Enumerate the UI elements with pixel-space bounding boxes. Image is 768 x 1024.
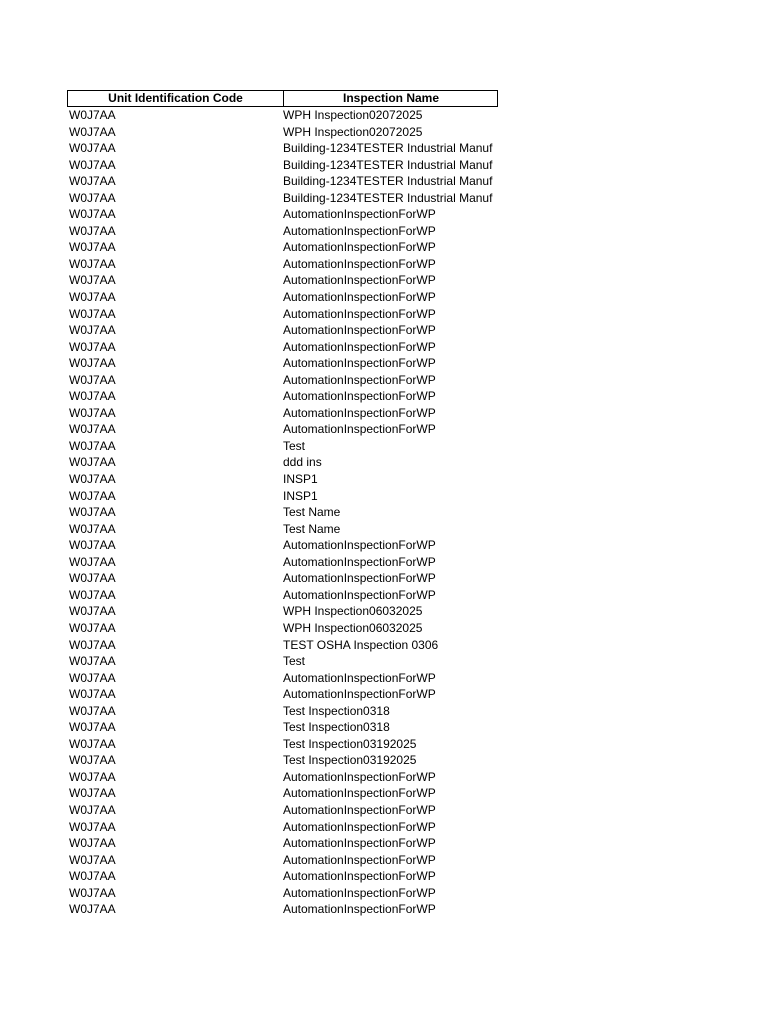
table-row: [67, 868, 498, 885]
inspection-name-cell: INSP1: [283, 488, 318, 503]
table-row: [67, 306, 498, 323]
inspection-name-cell: Building-1234TESTER Industrial Manuf: [283, 190, 493, 205]
table-row: [67, 670, 498, 687]
table-row: [67, 603, 498, 620]
inspection-name-cell: AutomationInspectionForWP: [283, 306, 436, 321]
inspection-name-cell: AutomationInspectionForWP: [283, 273, 436, 288]
unit-code-cell: W0J7AA: [69, 753, 116, 768]
table-row: [67, 107, 498, 124]
table-row: [67, 736, 498, 753]
unit-code-cell: W0J7AA: [69, 438, 116, 453]
inspection-name-cell: WPH Inspection02072025: [283, 124, 423, 139]
unit-code-cell: W0J7AA: [69, 720, 116, 735]
unit-code-cell: W0J7AA: [69, 207, 116, 222]
inspection-name-cell: AutomationInspectionForWP: [283, 902, 436, 917]
unit-code-cell: W0J7AA: [69, 852, 116, 867]
table-row: [67, 504, 498, 521]
unit-code-cell: W0J7AA: [69, 141, 116, 156]
table-body: [67, 107, 498, 918]
inspection-name-cell: AutomationInspectionForWP: [283, 538, 436, 553]
inspection-name-cell: AutomationInspectionForWP: [283, 372, 436, 387]
table-row: [67, 554, 498, 571]
table-header-row: [67, 90, 498, 107]
table-row: [67, 140, 498, 157]
inspection-name-cell: AutomationInspectionForWP: [283, 670, 436, 685]
unit-code-cell: W0J7AA: [69, 687, 116, 702]
table-row: [67, 322, 498, 339]
inspection-name-cell: Building-1234TESTER Industrial Manuf: [283, 157, 493, 172]
inspection-name-cell: AutomationInspectionForWP: [283, 802, 436, 817]
unit-code-cell: W0J7AA: [69, 422, 116, 437]
table-row: [67, 637, 498, 654]
table-row: [67, 752, 498, 769]
inspection-name-cell: Test Inspection0318: [283, 720, 390, 735]
inspection-name-cell: AutomationInspectionForWP: [283, 290, 436, 305]
table-row: [67, 471, 498, 488]
inspection-name-cell: AutomationInspectionForWP: [283, 885, 436, 900]
unit-code-cell: W0J7AA: [69, 604, 116, 619]
table-row: [67, 819, 498, 836]
unit-code-cell: W0J7AA: [69, 571, 116, 586]
unit-identification-code-header: Unit Identification Code: [68, 91, 284, 106]
inspection-name-cell: WPH Inspection06032025: [283, 620, 423, 635]
table-row: [67, 239, 498, 256]
unit-code-cell: W0J7AA: [69, 786, 116, 801]
unit-code-cell: W0J7AA: [69, 587, 116, 602]
inspection-name-cell: Building-1234TESTER Industrial Manuf: [283, 174, 493, 189]
unit-code-cell: W0J7AA: [69, 538, 116, 553]
unit-code-cell: W0J7AA: [69, 472, 116, 487]
table-row: [67, 355, 498, 372]
inspection-name-cell: Test Name: [283, 521, 341, 536]
inspection-name-cell: AutomationInspectionForWP: [283, 769, 436, 784]
table-row: [67, 190, 498, 207]
unit-code-cell: W0J7AA: [69, 885, 116, 900]
inspection-name-cell: AutomationInspectionForWP: [283, 587, 436, 602]
table-row: [67, 488, 498, 505]
unit-code-cell: W0J7AA: [69, 108, 116, 122]
inspection-name-cell: ddd ins: [283, 455, 322, 470]
inspection-name-cell: AutomationInspectionForWP: [283, 389, 436, 404]
unit-code-cell: W0J7AA: [69, 869, 116, 884]
unit-code-cell: W0J7AA: [69, 157, 116, 172]
unit-code-cell: W0J7AA: [69, 620, 116, 635]
inspection-name-cell: INSP1: [283, 472, 318, 487]
table-row: [67, 454, 498, 471]
inspection-name-cell: AutomationInspectionForWP: [283, 256, 436, 271]
table-row: [67, 173, 498, 190]
unit-code-cell: W0J7AA: [69, 190, 116, 205]
unit-code-cell: W0J7AA: [69, 802, 116, 817]
table-row: [67, 339, 498, 356]
table-row: [67, 802, 498, 819]
unit-code-cell: W0J7AA: [69, 240, 116, 255]
inspection-name-cell: AutomationInspectionForWP: [283, 836, 436, 851]
table-row: [67, 124, 498, 141]
unit-code-cell: W0J7AA: [69, 703, 116, 718]
inspection-name-cell: AutomationInspectionForWP: [283, 223, 436, 238]
unit-code-cell: W0J7AA: [69, 372, 116, 387]
inspection-name-cell: AutomationInspectionForWP: [283, 323, 436, 338]
inspection-name-cell: AutomationInspectionForWP: [283, 786, 436, 801]
table-row: [67, 388, 498, 405]
unit-code-cell: W0J7AA: [69, 256, 116, 271]
unit-code-cell: W0J7AA: [69, 124, 116, 139]
unit-code-cell: W0J7AA: [69, 273, 116, 288]
inspection-name-cell: Test: [283, 654, 306, 669]
unit-code-cell: W0J7AA: [69, 736, 116, 751]
inspection-name-cell: AutomationInspectionForWP: [283, 819, 436, 834]
inspection-name-cell: AutomationInspectionForWP: [283, 240, 436, 255]
table-row: [67, 852, 498, 869]
inspection-name-cell: Test Inspection0318: [283, 703, 390, 718]
inspection-name-cell: AutomationInspectionForWP: [283, 339, 436, 354]
inspection-name-cell: WPH Inspection02072025: [283, 108, 423, 122]
unit-code-cell: W0J7AA: [69, 405, 116, 420]
unit-code-cell: W0J7AA: [69, 323, 116, 338]
table-row: [67, 686, 498, 703]
table-row: [67, 223, 498, 240]
unit-code-cell: W0J7AA: [69, 654, 116, 669]
inspection-name-cell: AutomationInspectionForWP: [283, 852, 436, 867]
table-row: [67, 703, 498, 720]
unit-code-cell: W0J7AA: [69, 670, 116, 685]
unit-code-cell: W0J7AA: [69, 290, 116, 305]
unit-code-cell: W0J7AA: [69, 505, 116, 520]
unit-code-cell: W0J7AA: [69, 339, 116, 354]
table-row: [67, 620, 498, 637]
unit-code-cell: W0J7AA: [69, 356, 116, 371]
table-row: [67, 537, 498, 554]
inspection-name-cell: WPH Inspection06032025: [283, 604, 423, 619]
inspection-name-cell: AutomationInspectionForWP: [283, 207, 436, 222]
unit-code-cell: W0J7AA: [69, 554, 116, 569]
inspection-name-cell: AutomationInspectionForWP: [283, 571, 436, 586]
unit-code-cell: W0J7AA: [69, 174, 116, 189]
table-row: [67, 272, 498, 289]
inspection-name-cell: AutomationInspectionForWP: [283, 356, 436, 371]
inspection-name-cell: AutomationInspectionForWP: [283, 422, 436, 437]
unit-code-cell: W0J7AA: [69, 521, 116, 536]
unit-code-cell: W0J7AA: [69, 223, 116, 238]
unit-code-cell: W0J7AA: [69, 389, 116, 404]
table-row: [67, 521, 498, 538]
unit-code-cell: W0J7AA: [69, 819, 116, 834]
inspection-name-cell: AutomationInspectionForWP: [283, 687, 436, 702]
table-row: [67, 719, 498, 736]
inspection-name-cell: TEST OSHA Inspection 0306: [283, 637, 439, 652]
inspection-table: [67, 90, 498, 918]
table-row: [67, 587, 498, 604]
unit-code-cell: W0J7AA: [69, 637, 116, 652]
inspection-name-cell: Test Inspection03192025: [283, 736, 417, 751]
table-row: [67, 405, 498, 422]
inspection-name-cell: AutomationInspectionForWP: [283, 554, 436, 569]
unit-code-cell: W0J7AA: [69, 306, 116, 321]
unit-code-cell: W0J7AA: [69, 902, 116, 917]
table-row: [67, 206, 498, 223]
inspection-name-cell: AutomationInspectionForWP: [283, 869, 436, 884]
table-row: [67, 901, 498, 918]
table-row: [67, 769, 498, 786]
unit-code-cell: W0J7AA: [69, 455, 116, 470]
inspection-name-header: Inspection Name: [342, 91, 440, 105]
inspection-name-cell: Test Name: [283, 505, 341, 520]
table-row: [67, 885, 498, 902]
table-row: [67, 438, 498, 455]
table-row: [67, 157, 498, 174]
table-row: [67, 785, 498, 802]
inspection-name-cell: Test Inspection03192025: [283, 753, 417, 768]
inspection-name-cell: Building-1234TESTER Industrial Manuf: [283, 141, 493, 156]
unit-code-cell: W0J7AA: [69, 769, 116, 784]
table-row: [67, 421, 498, 438]
table-row: [67, 835, 498, 852]
unit-code-cell: W0J7AA: [69, 836, 116, 851]
table-row: [67, 372, 498, 389]
unit-code-cell: W0J7AA: [69, 488, 116, 503]
inspection-name-cell: Test: [283, 438, 306, 453]
table-row: [67, 570, 498, 587]
table-row: [67, 289, 498, 306]
inspection-name-cell: AutomationInspectionForWP: [283, 405, 436, 420]
table-row: [67, 653, 498, 670]
table-row: [67, 256, 498, 273]
